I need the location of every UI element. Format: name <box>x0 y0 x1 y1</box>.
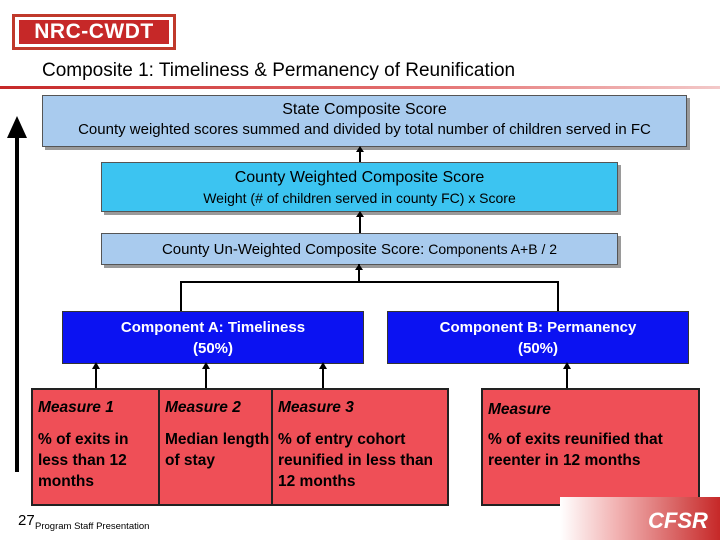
state-composite-subtitle: County weighted scores summed and divided by total number of children served in FC <box>78 121 651 138</box>
measure-4-heading: Measure <box>488 401 551 418</box>
county-weighted-title: County Weighted Composite Score <box>234 169 485 186</box>
county-unweighted-box <box>101 233 618 265</box>
county-weighted-subtitle: Weight (# of children served in county FC) x Score <box>203 190 516 206</box>
page-title: Composite 1: Timeliness & Permanency of Reunification <box>42 60 516 81</box>
logo-text: NRC-CWDT <box>19 20 169 44</box>
component-a-title: Component A: Timeliness <box>120 319 306 336</box>
state-composite-title: State Composite Score <box>282 101 447 118</box>
measure-4-text: % of exits reunified that reenter in 12 months <box>488 431 663 469</box>
measure-arrows <box>0 362 720 390</box>
component-a-weight: (50%) <box>192 340 233 357</box>
component-tree-lines <box>180 264 560 314</box>
measure-1-heading: Measure 1 <box>38 399 114 416</box>
measure-3-box <box>271 388 449 506</box>
component-b-weight: (50%) <box>517 340 558 357</box>
footer-presentation-label: Program Staff Presentation <box>35 521 150 532</box>
measure-1-text: % of exits in less than 12 months <box>38 431 129 490</box>
state-composite-box <box>42 95 687 147</box>
measure-2-text: Median length of stay <box>165 431 270 469</box>
component-a-box <box>62 311 364 364</box>
county-weighted-box <box>101 162 618 212</box>
measure-1-box <box>31 388 163 506</box>
nrc-cwdt-logo <box>12 14 176 50</box>
arrow-connector-2 <box>355 211 365 235</box>
cfsr-logo: CFSR <box>648 508 708 533</box>
up-arrow-icon <box>6 116 28 472</box>
measure-2-box <box>158 388 274 506</box>
measure-4-box <box>481 388 700 506</box>
county-unweighted-title: County Un-Weighted Composite Score: <box>161 241 425 258</box>
measure-2-heading: Measure 2 <box>165 399 241 416</box>
header-rule <box>0 86 720 89</box>
measure-3-text: % of entry cohort reunified in less than 12 months <box>278 431 434 490</box>
component-b-title: Component B: Permanency <box>439 319 637 336</box>
county-unweighted-subtitle: Components A+B / 2 <box>424 241 558 257</box>
measure-3-heading: Measure 3 <box>278 399 354 416</box>
component-b-box <box>387 311 689 364</box>
slide-number: 27 <box>18 512 35 529</box>
